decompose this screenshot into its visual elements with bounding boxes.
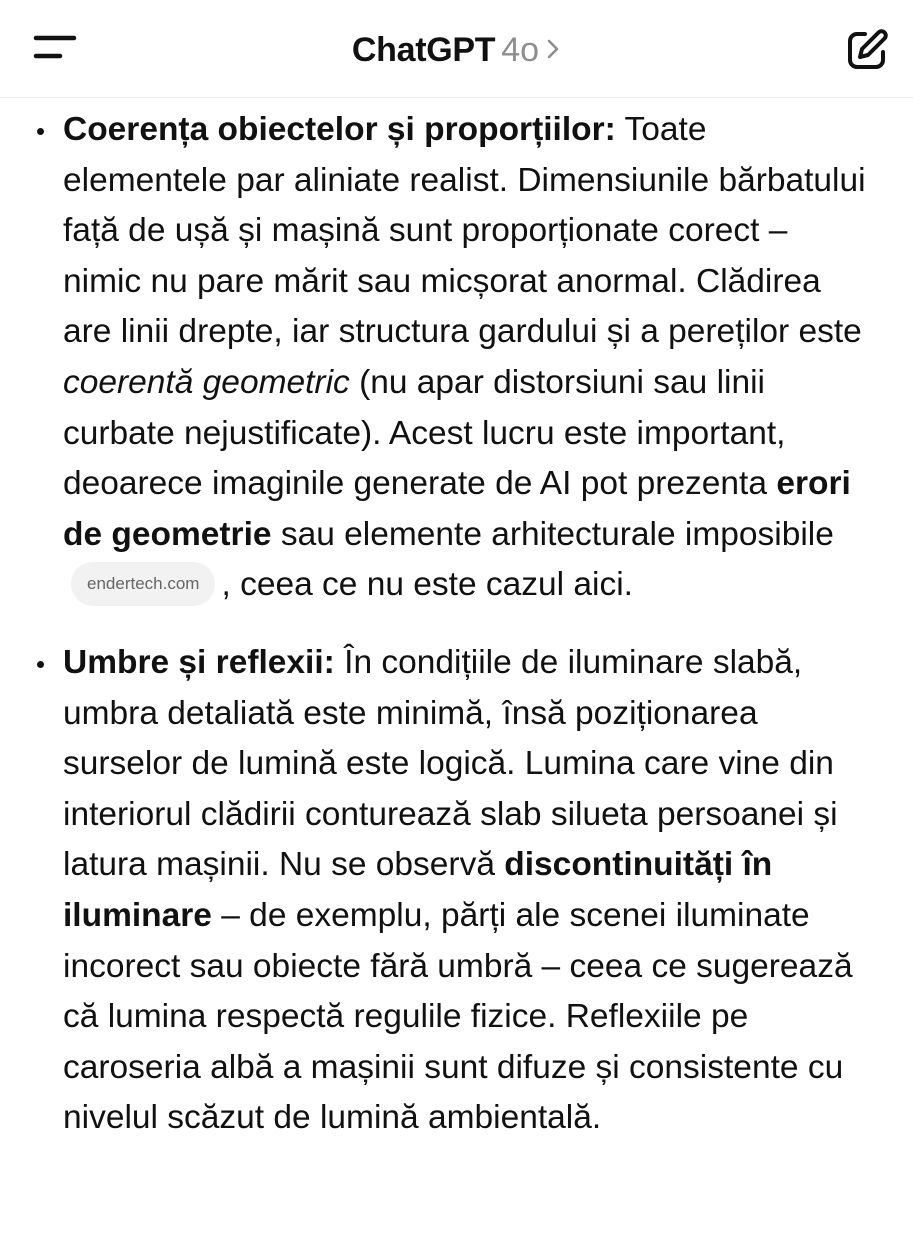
bullet-text: sau elemente arhitecturale imposibile — [271, 515, 834, 553]
new-chat-edit-icon — [843, 26, 891, 74]
list-item — [0, 638, 913, 1144]
bullet-text: – de exemplu, părți ale scenei iluminate incorect sau obiecte fără umbră – ceea ce sugerează că lumina respectă regulile fizice. Reflexiile pe caroseria albă a mașinii sunt difuze și consistente cu nivelul scăzut de lumină ambientală. — [63, 896, 853, 1137]
bullet-text: Toate elementele par aliniate realist. Dimensiunile bărbatului față de ușă și mașină sunt proporționate corect – nimic nu pare mărit sau micșorat anormal. Clădirea are linii drepte, iar structura gardului și a pereților este — [63, 111, 866, 351]
chevron-right-icon — [545, 27, 561, 71]
bullet-heading: Umbre și reflexii: — [63, 643, 335, 681]
italic-text: coerentă geometric — [63, 363, 350, 401]
source-citation-chip[interactable]: endertech.com — [71, 562, 215, 606]
bullet-text: , ceea ce nu este cazul aici. — [221, 566, 633, 604]
bold-text: erori de geometrie — [63, 465, 851, 553]
bullet-dot — [37, 661, 44, 668]
app-title: ChatGPT — [351, 31, 496, 69]
top-bar — [0, 0, 913, 98]
new-chat-button[interactable] — [843, 26, 891, 74]
list-item — [0, 105, 913, 611]
bold-text: discontinuități în iluminare — [63, 846, 773, 934]
bullet-dot — [37, 128, 44, 135]
bullet-text: În condițiile de iluminare slabă, umbra detaliată este minimă, însă poziționarea surselor de lumină este logică. Lumina care vine din interiorul clădirii conturează slab silueta persoanei și latura mașinii. Nu se observă — [63, 643, 838, 884]
model-name: 4o — [501, 31, 540, 69]
bullet-list — [0, 105, 913, 1144]
bullet-text: (nu apar distorsiuni sau linii curbate nejustificate). Acest lucru este important, deoarece imaginile generate de AI pot prezenta — [63, 363, 786, 503]
model-selector[interactable] — [0, 28, 913, 72]
bullet-heading: Coerența obiectelor și proporțiilor: — [63, 111, 616, 148]
assistant-message — [0, 105, 913, 1144]
